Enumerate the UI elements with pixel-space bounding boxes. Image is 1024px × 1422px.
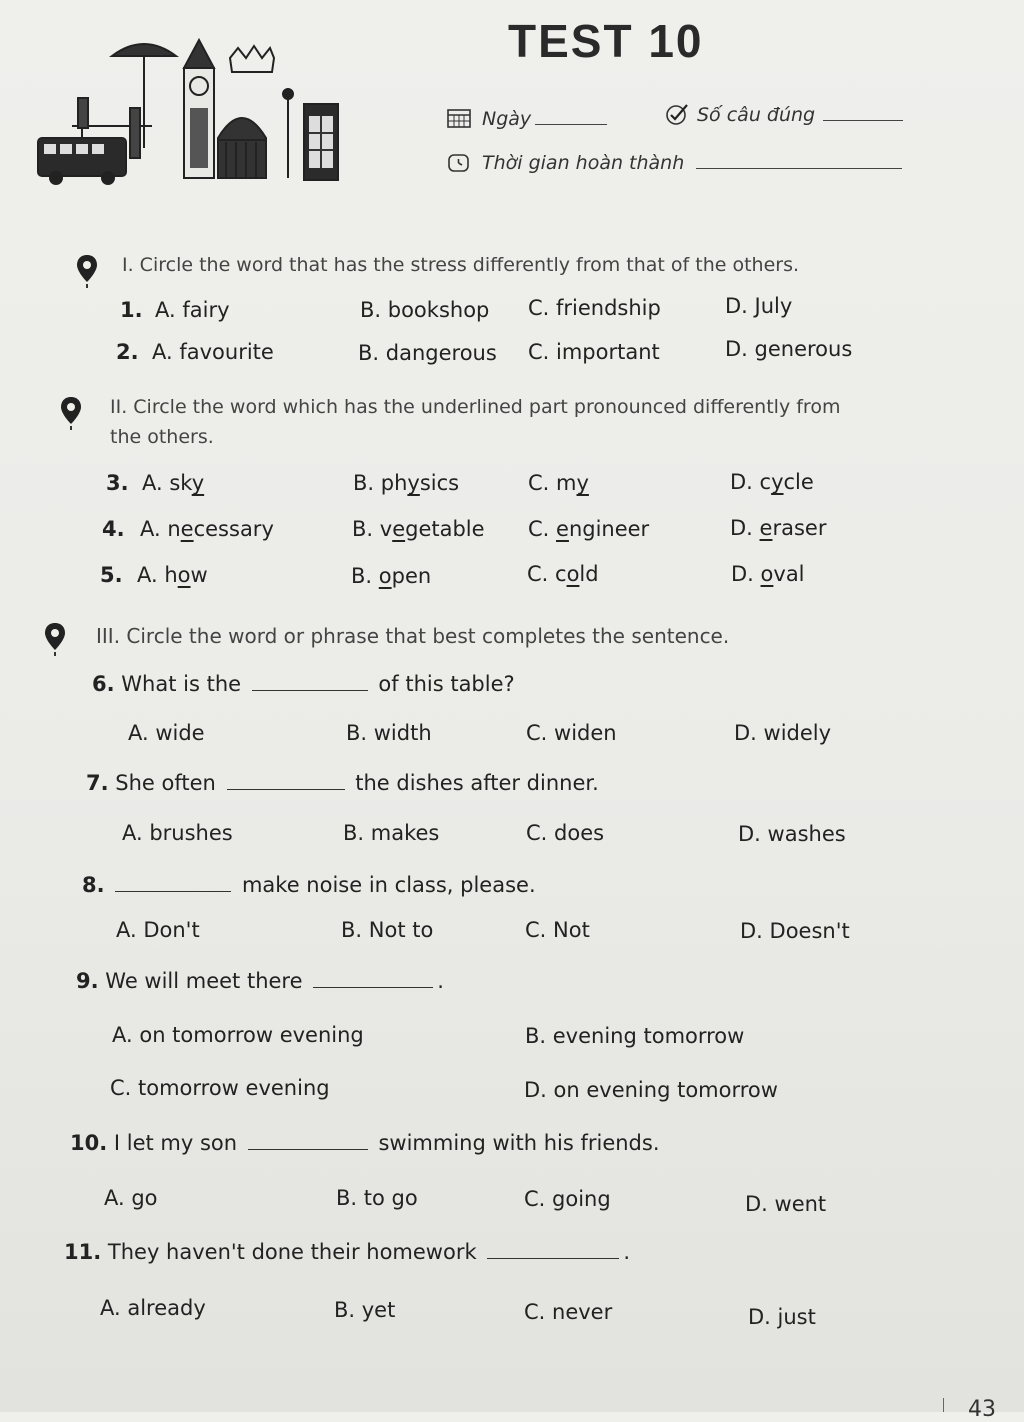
question-number: 2. [116, 340, 139, 364]
option-b[interactable]: B. dangerous [358, 341, 497, 365]
option-text: B. v [352, 517, 393, 541]
option-c[interactable] [528, 517, 649, 541]
underlined-part: e [180, 517, 194, 541]
option-d[interactable] [731, 562, 805, 586]
option-c[interactable]: C. Not [525, 918, 590, 942]
date-blank [535, 123, 607, 125]
option-a[interactable] [142, 471, 204, 495]
option-b[interactable]: B. bookshop [360, 298, 490, 322]
question-number: 1. [120, 298, 143, 322]
question-stem [86, 771, 599, 795]
question-text: . [623, 1240, 630, 1264]
section-1-instruction: I. Circle the word that has the stress differently from that of the others. [122, 254, 800, 276]
underlined-part: y [576, 471, 589, 495]
option-text: D. [731, 562, 761, 586]
clock-icon [447, 152, 471, 174]
underlined-part: o [566, 562, 580, 586]
underlined-part: e [556, 517, 569, 541]
date-field [482, 108, 607, 130]
option-a[interactable]: A. Don't [116, 918, 200, 942]
answer-blank[interactable] [252, 689, 368, 691]
question-stem [64, 1240, 630, 1264]
question-text: make noise in class, please. [241, 873, 536, 897]
question-number: 8. [82, 873, 105, 897]
question-stem [70, 1131, 660, 1155]
option-b[interactable]: B. yet [334, 1298, 396, 1322]
underlined-part: o [177, 563, 191, 587]
option-b[interactable]: B. width [346, 721, 432, 745]
answer-blank[interactable] [487, 1257, 619, 1259]
option-a[interactable]: A. brushes [122, 821, 233, 845]
date-label: Ngày [482, 108, 532, 130]
question-text: We will meet there [105, 969, 303, 993]
section-3-instruction: III. Circle the word or phrase that best completes the sentence. [96, 624, 730, 648]
option-d[interactable]: D. on evening tomorrow [524, 1078, 778, 1102]
section-2-instruction-line1: II. Circle the word which has the underlined part pronounced differently from [110, 396, 841, 418]
option-text: getable [405, 517, 485, 541]
option-a[interactable]: A. fairy [155, 298, 230, 322]
option-c[interactable]: C. going [524, 1187, 611, 1211]
underlined-part: o [760, 562, 774, 586]
option-a[interactable]: A. already [100, 1296, 206, 1320]
option-text: A. sk [142, 471, 192, 495]
option-c[interactable]: C. tomorrow evening [110, 1076, 330, 1100]
option-d[interactable] [730, 516, 826, 540]
option-b[interactable] [353, 471, 459, 495]
option-text: D. [730, 516, 760, 540]
underlined-part: o [378, 564, 392, 588]
question-text: What is the [121, 672, 242, 696]
option-d[interactable]: D. July [725, 294, 793, 318]
answer-blank[interactable] [248, 1148, 368, 1150]
page-title: TEST 10 [508, 15, 704, 67]
option-text: B. ph [353, 471, 408, 495]
underlined-part: y [191, 471, 205, 495]
option-text: cle [783, 470, 814, 494]
question-text: swimming with his friends. [378, 1131, 660, 1155]
option-text: pen [391, 564, 432, 588]
option-b[interactable]: B. evening tomorrow [525, 1024, 745, 1048]
calendar-icon [447, 108, 471, 128]
option-text: A. h [137, 563, 178, 587]
option-text: C. m [528, 471, 577, 495]
underlined-part: y [771, 470, 784, 494]
option-d[interactable]: D. washes [738, 822, 846, 846]
question-stem [82, 873, 536, 897]
score-field [697, 104, 903, 126]
option-text: A. n [140, 517, 181, 541]
option-text: ld [579, 562, 599, 586]
checkmark-icon [664, 102, 690, 126]
question-number: 3. [106, 471, 129, 495]
option-text: w [190, 563, 208, 587]
option-b[interactable] [352, 517, 485, 541]
option-a[interactable] [140, 517, 274, 541]
question-number: 7. [86, 771, 109, 795]
option-c[interactable]: C. friendship [528, 296, 661, 320]
time-blank [696, 167, 902, 169]
option-text: raser [772, 516, 827, 540]
time-label: Thời gian hoàn thành [482, 152, 685, 174]
option-d[interactable] [730, 470, 814, 494]
option-text: C. c [527, 562, 567, 586]
london-skyline-illustration [32, 28, 352, 188]
location-pin-icon [76, 254, 98, 288]
option-text: val [773, 562, 805, 586]
question-stem [76, 969, 444, 993]
question-text: I let my son [113, 1131, 238, 1155]
option-d[interactable]: D. widely [734, 721, 832, 745]
time-field [482, 152, 902, 174]
section-2-instruction-line2: the others. [110, 426, 214, 448]
location-pin-icon [60, 396, 82, 430]
option-a[interactable]: A. wide [128, 721, 205, 745]
score-blank [823, 119, 903, 121]
option-a[interactable]: A. on tomorrow evening [112, 1023, 364, 1047]
question-number: 10. [70, 1131, 108, 1155]
option-c[interactable]: C. important [528, 340, 660, 364]
underlined-part: e [392, 517, 406, 541]
option-text: cessary [193, 517, 274, 541]
option-b[interactable]: B. to go [336, 1186, 418, 1210]
question-text: of this table? [378, 672, 515, 696]
option-c[interactable] [528, 471, 589, 495]
option-b[interactable]: B. Not to [341, 918, 434, 942]
page-number: 43 [968, 1397, 996, 1422]
option-d[interactable]: D. just [748, 1305, 816, 1329]
question-number: 6. [92, 672, 115, 696]
score-label: Số câu đúng [697, 104, 816, 126]
page-number-divider [943, 1398, 944, 1412]
question-text: . [437, 969, 444, 993]
option-a[interactable] [137, 563, 208, 587]
question-number: 9. [76, 969, 99, 993]
underlined-part: y [407, 471, 420, 495]
option-text: sics [419, 471, 460, 495]
question-stem [92, 672, 515, 696]
question-number: 4. [102, 517, 125, 541]
option-text: B. [351, 564, 379, 588]
underlined-part: e [759, 516, 773, 540]
question-text: She often [115, 771, 216, 795]
option-b[interactable]: B. makes [343, 821, 440, 845]
option-text: ngineer [568, 517, 650, 541]
question-text: the dishes after dinner. [355, 771, 599, 795]
option-c[interactable]: C. never [524, 1300, 613, 1324]
option-c[interactable]: C. does [526, 821, 605, 845]
option-d[interactable]: D. went [745, 1192, 827, 1216]
option-d[interactable]: D. generous [725, 337, 853, 361]
option-text: C. [528, 517, 557, 541]
answer-blank[interactable] [313, 986, 433, 988]
question-text: They haven't done their homework [107, 1240, 477, 1264]
question-number: 5. [100, 563, 123, 587]
answer-blank[interactable] [227, 788, 345, 790]
option-d[interactable]: D. Doesn't [740, 919, 850, 943]
option-c[interactable]: C. widen [526, 721, 617, 745]
option-b[interactable] [351, 564, 431, 588]
answer-blank[interactable] [115, 890, 231, 892]
location-pin-icon [44, 622, 66, 656]
option-a[interactable]: A. go [104, 1186, 158, 1210]
option-a[interactable]: A. favourite [152, 340, 274, 364]
option-text: D. c [730, 470, 772, 494]
question-number: 11. [64, 1240, 102, 1264]
option-c[interactable] [527, 562, 599, 586]
